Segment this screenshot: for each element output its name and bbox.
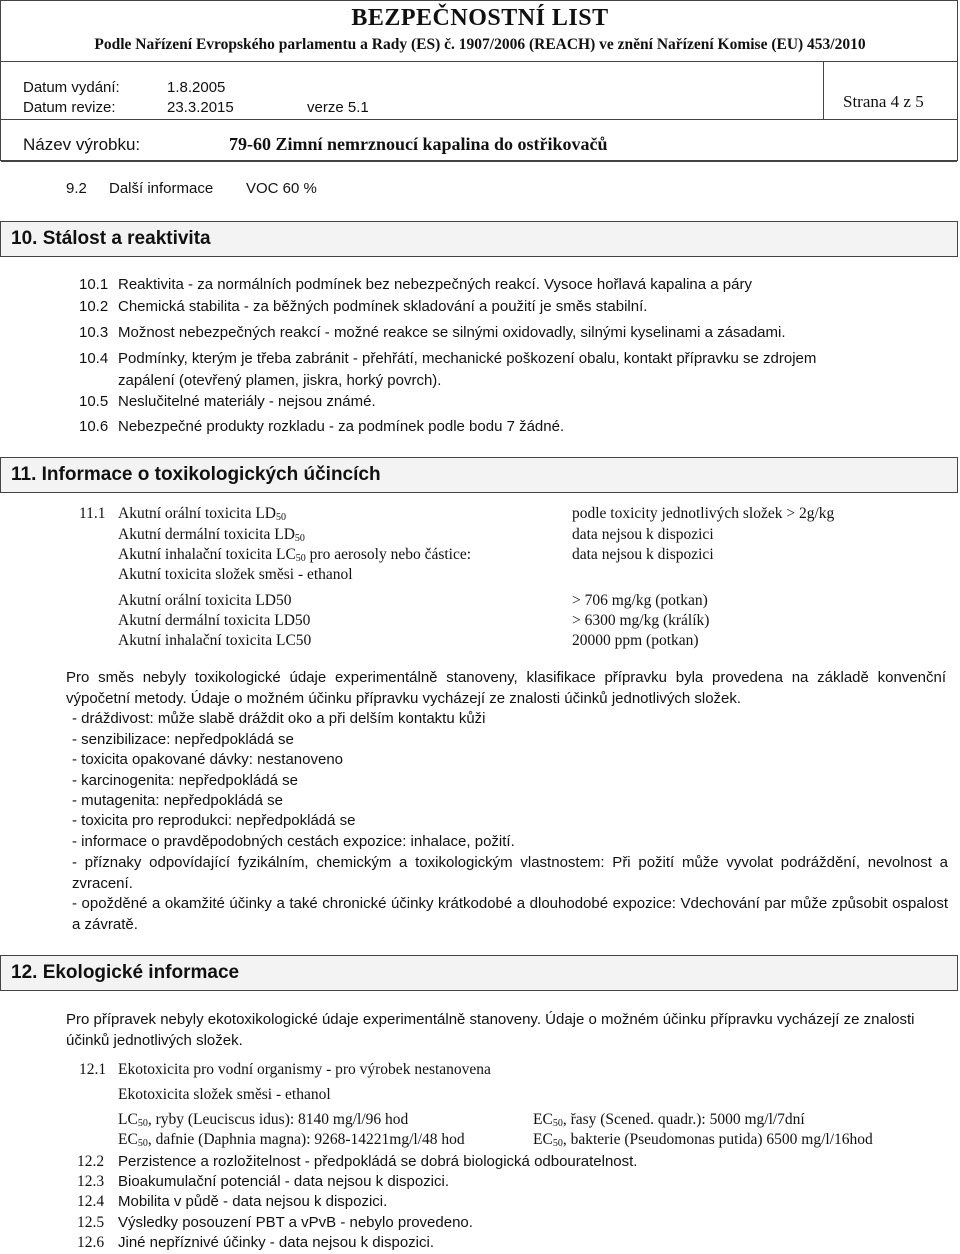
s12-2-num: 12.2: [77, 1153, 105, 1170]
page-number: Strana 4 z 5: [843, 92, 924, 111]
tox-eth-inhal-value: 20000 ppm (potkan): [572, 632, 699, 649]
s10-3-text: Možnost nebezpečných reakcí - možné reakce se silnými oxidovadly, silnými kyselinami a zásadami.: [118, 324, 786, 341]
s10-4-text: Podmínky, kterým je třeba zabránit - přehřátí, mechanické poškození obalu, kontakt přípravku se zdrojem: [118, 350, 817, 367]
s11-item: - dráždivost: může slabě dráždit oko a při delším kontaktu kůži: [72, 710, 486, 727]
divider: [1, 161, 957, 162]
divider: [823, 61, 824, 120]
tox-row-oral: Akutní orální toxicita $LD_{50}$: [118, 505, 286, 523]
tox-eth-inhal: Akutní inhalační toxicita LC50: [118, 632, 312, 649]
s11-item: - karcinogenita: nepředpokládá se: [72, 772, 298, 789]
ecotox-bacteria: $EC_{50}$, bakterie (Pseudomonas putida) 6500 mg/l/16hod: [533, 1131, 873, 1149]
s12-6-num: 12.6: [77, 1234, 105, 1251]
ecotox-fish: $LC_{50}$, ryby (Leuciscus idus): 8140 mg/l/96 hod: [118, 1111, 409, 1129]
section-12-heading: 12. Ekologické informace: [0, 955, 958, 991]
s11-item: - senzibilizace: nepředpokládá se: [72, 731, 294, 748]
s9-value: VOC 60 %: [246, 180, 317, 197]
s12-1-subheading: Ekotoxicita složek směsi - ethanol: [118, 1086, 331, 1103]
s11-item: - toxicita opakované dávky: nestanoveno: [72, 751, 344, 768]
s10-4-text-cont: zapálení (otevřený plamen, jiskra, horký povrch).: [118, 372, 442, 389]
s10-1-num: 10.1: [79, 276, 109, 293]
issue-date-label: Datum vydání:: [23, 79, 120, 96]
s10-6-num: 10.6: [79, 418, 109, 435]
s12-4-text: Mobilita v půdě - data nejsou k dispozici.: [118, 1193, 388, 1210]
s10-4-num: 10.4: [79, 350, 109, 367]
divider: [1, 119, 957, 120]
divider: [1, 61, 957, 62]
s10-3-num: 10.3: [79, 324, 109, 341]
tox-eth-dermal: Akutní dermální toxicita LD50: [118, 612, 311, 629]
s12-1-text: Ekotoxicita pro vodní organismy - pro výrobek nestanovena: [118, 1061, 491, 1078]
s11-num: 11.1: [79, 505, 106, 522]
s12-4-num: 12.4: [77, 1193, 105, 1210]
document-title: BEZPEČNOSTNÍ LIST: [351, 5, 609, 31]
s11-paragraph: Pro směs nebyly toxikologické údaje experimentálně stanoveny, klasifikace přípravku byla provedena na základě konvenční výpočetní metody. Údaje o možném účinku přípravku vycházejí ze znalosti účinků jednotlivých složek.: [66, 669, 946, 707]
s11-item: - mutagenita: nepředpokládá se: [72, 792, 283, 809]
tox-value-oral: podle toxicity jednotlivých složek > 2g/kg: [572, 505, 835, 522]
section-11-heading: 11. Informace o toxikologických účincích: [0, 457, 958, 493]
tox-value-dermal: data nejsou k dispozici: [572, 526, 714, 543]
document-subtitle: Podle Nařízení Evropského parlamentu a Rady (ES) č. 1907/2006 (REACH) ve znění Nařízení Komise (EU) 453/2010: [94, 36, 866, 53]
tox-value-inhal: data nejsou k dispozici: [572, 546, 714, 563]
s11-item: - toxicita pro reprodukci: nepředpokládá se: [72, 812, 356, 829]
s10-2-num: 10.2: [79, 298, 109, 315]
s12-3-num: 12.3: [77, 1173, 105, 1190]
s10-1-text: Reaktivita - za normálních podmínek bez nebezpečných reakcí. Vysoce hořlavá kapalina a páry: [118, 276, 752, 293]
s11-item: - opožděné a okamžité účinky a také chronické účinky krátkodobé a dlouhodobé expozice: Vdechování par může způsobit ospalost a závratě.: [72, 895, 948, 933]
issue-date: 1.8.2005: [167, 79, 226, 96]
ecotox-algae: $EC_{50}$, řasy (Scened. quadr.): 5000 mg/l/7dní: [533, 1111, 805, 1129]
document-header: [0, 0, 958, 161]
version: verze 5.1: [307, 99, 369, 116]
s10-5-num: 10.5: [79, 393, 109, 410]
tox-row-inhal: Akutní inhalační toxicita $LC_{50}$ pro aerosoly nebo částice:: [118, 546, 472, 564]
revision-date-label: Datum revize:: [23, 99, 116, 116]
s11-item: - příznaky odpovídající fyzikálním, chemickým a toxikologickým vlastnostem: Při požití může vyvolat podráždění, nevolnost a zvracení.: [72, 854, 948, 892]
product-label: Název výrobku:: [23, 135, 141, 154]
s11-item: - informace o pravděpodobných cestách expozice: inhalace, požití.: [72, 833, 515, 850]
s12-5-text: Výsledky posouzení PBT a vPvB - nebylo provedeno.: [118, 1214, 473, 1231]
s10-2-text: Chemická stabilita - za běžných podmínek skladování a použití je směs stabilní.: [118, 298, 648, 315]
tox-row-dermal: Akutní dermální toxicita $LD_{50}$: [118, 526, 305, 544]
ecotox-daphnia: $EC_{50}$, dafnie (Daphnia magna): 9268-14221mg/l/48 hod: [118, 1131, 465, 1149]
s9-label: Další informace: [109, 180, 214, 197]
tox-ethanol-heading: Akutní toxicita složek směsi - ethanol: [118, 566, 353, 583]
s10-6-text: Nebezpečné produkty rozkladu - za podmínek podle bodu 7 žádné.: [118, 418, 565, 435]
s12-2-text: Perzistence a rozložitelnost - předpokládá se dobrá biologická odbouratelnost.: [118, 1153, 638, 1170]
product-name: 79-60 Zimní nemrznoucí kapalina do ostřikovačů: [229, 134, 608, 154]
tox-eth-oral: Akutní orální toxicita LD50: [118, 592, 292, 609]
s12-6-text: Jiné nepříznivé účinky - data nejsou k dispozici.: [118, 1234, 434, 1251]
s12-5-num: 12.5: [77, 1214, 105, 1231]
s9-num: 9.2: [66, 180, 87, 197]
s12-1-num: 12.1: [79, 1061, 107, 1078]
tox-eth-dermal-value: > 6300 mg/kg (králík): [572, 612, 710, 629]
s12-paragraph: Pro přípravek nebyly ekotoxikologické údaje experimentálně stanoveny. Údaje o možném účinku přípravku vycházejí ze znalosti účinků jednotlivých složek.: [66, 1011, 915, 1049]
revision-date: 23.3.2015: [167, 99, 234, 116]
tox-eth-oral-value: > 706 mg/kg (potkan): [572, 592, 708, 609]
s10-5-text: Neslučitelné materiály - nejsou známé.: [118, 393, 376, 410]
section-10-heading: 10. Stálost a reaktivita: [0, 221, 958, 257]
s12-3-text: Bioakumulační potenciál - data nejsou k dispozici.: [118, 1173, 450, 1190]
